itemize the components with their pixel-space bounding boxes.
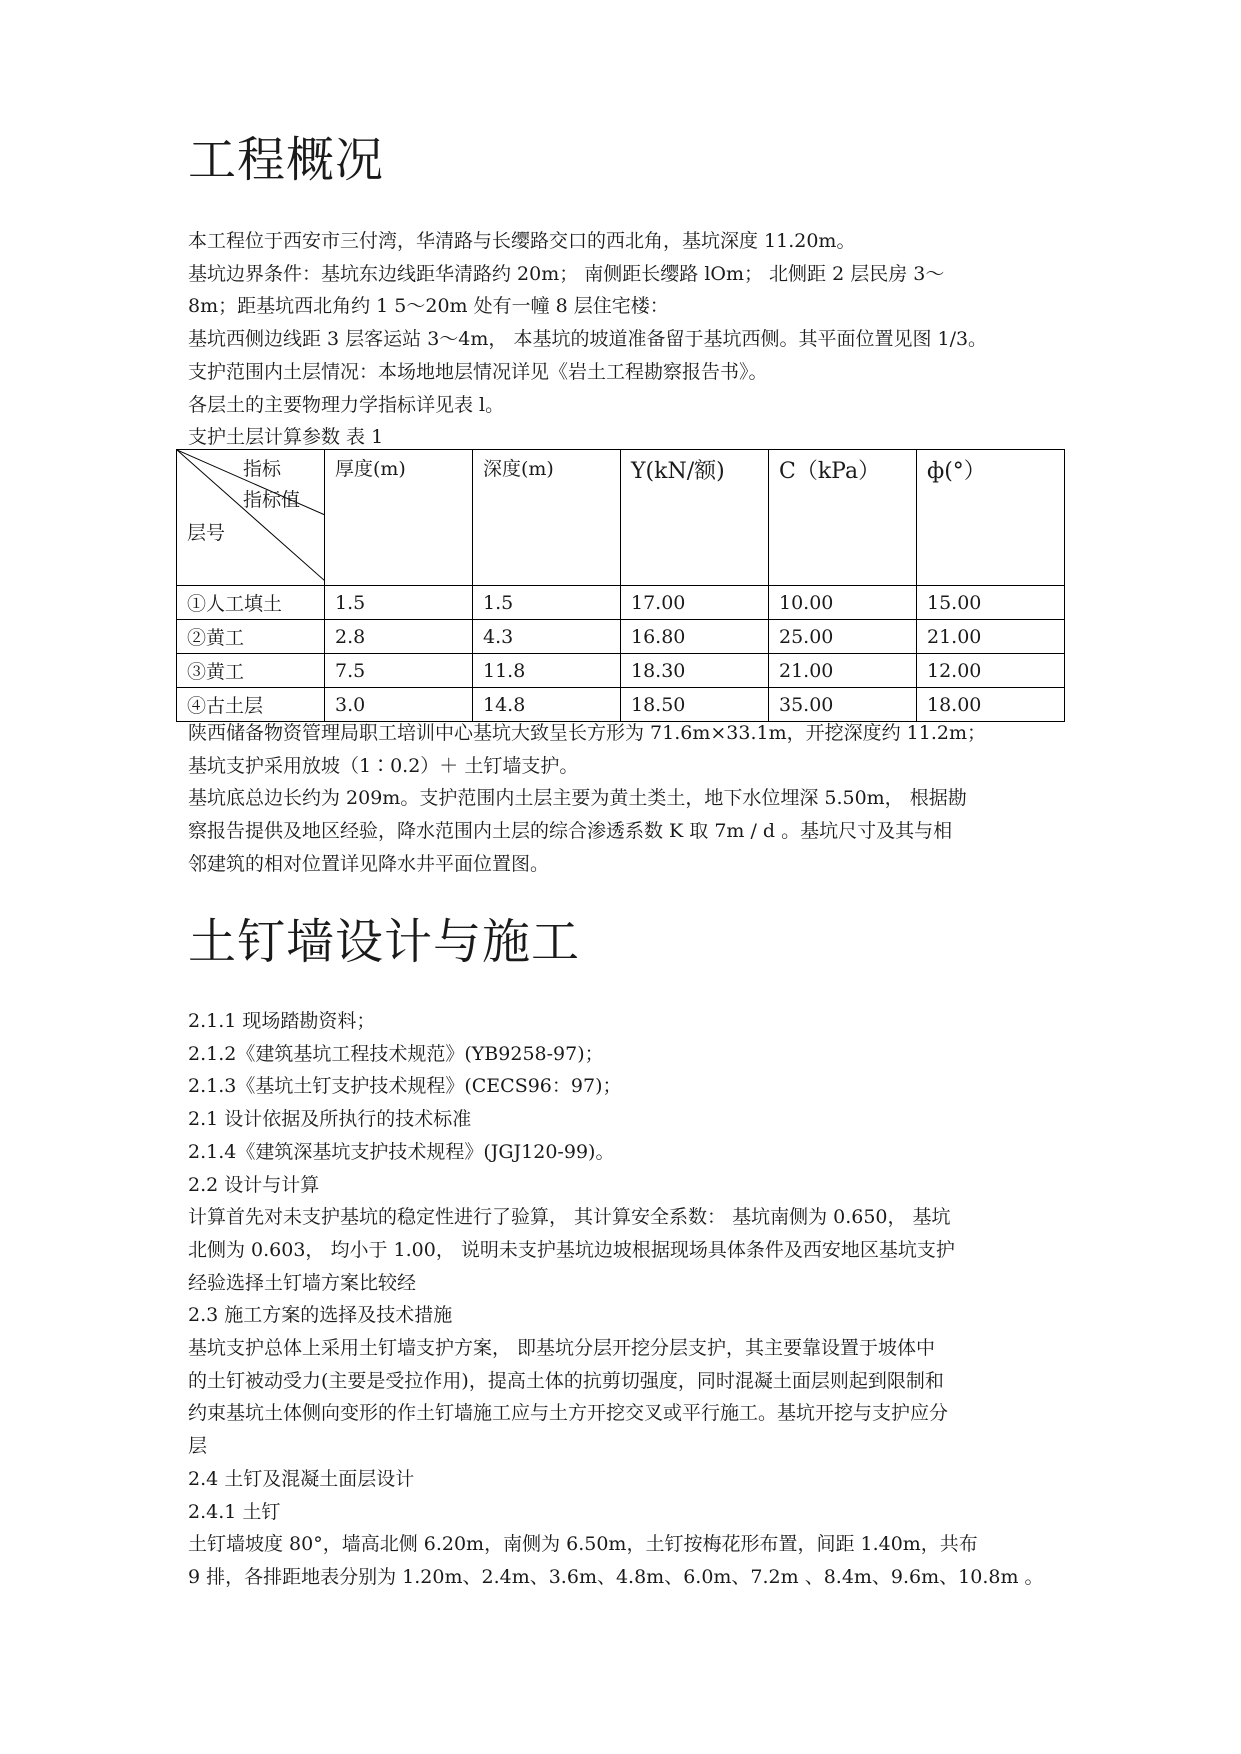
table-cell: 4.3 xyxy=(473,620,621,654)
corner-label-layer: 层号 xyxy=(187,522,226,544)
text-line: 约束基坑土体侧向变形的作土钉墙施工应与土方开挖交叉或平行施工。基坑开挖与支护应分 xyxy=(188,1402,949,1425)
soil-nail-paragraphs xyxy=(188,1005,1068,1594)
text-line: 邻建筑的相对位置详见降水井平面位置图。 xyxy=(188,852,550,875)
column-header: Y(kN/额) xyxy=(621,450,769,586)
text-line: 本工程位于西安市三付湾，华清路与长缨路交口的西北角，基坑深度 11.20m。 xyxy=(188,230,856,252)
table-cell: ①人工填土 xyxy=(177,586,325,620)
table-cell: 18.30 xyxy=(621,654,769,688)
table-cell: 25.00 xyxy=(769,620,917,654)
text-line: 基坑底总边长约为 209m。支护范围内土层主要为黄土类土，地下水位埋深 5.50m， 根据勘 xyxy=(188,787,967,810)
section-title-overview: 工程概况 xyxy=(188,132,385,188)
text-line: 8m；距基坑西北角约 1 5～20m 处有一幢 8 层住宅楼： xyxy=(188,295,669,318)
table-cell: 21.00 xyxy=(769,654,917,688)
table-row xyxy=(177,654,1065,688)
table-cell: 15.00 xyxy=(917,586,1065,620)
text-line: 土钉墙坡度 80°，墙高北侧 6.20m，南侧为 6.50m，土钉按梅花形布置，间距 1.40m，共布 xyxy=(188,1533,978,1556)
table-cell: 2.8 xyxy=(325,620,473,654)
text-line: 层 xyxy=(188,1435,208,1458)
text-line: 9 排，各排距地表分别为 1.20m、2.4m、3.6m、4.8m、6.0m、7.2m 、8.4m、9.6m、10.8m 。 xyxy=(188,1565,1044,1588)
table-caption: 支护土层计算参数 表 1 xyxy=(188,426,384,449)
text-line: 基坑边界条件：基坑东边线距华清路约 20m； 南侧距长缨路 lOm； 北侧距 2 层民房 3～ xyxy=(188,262,945,285)
table-cell: 10.00 xyxy=(769,586,917,620)
text-line: 2.1.1 现场踏勘资料； xyxy=(188,1010,376,1032)
text-line: 各层土的主要物理力学指标详见表 l。 xyxy=(188,393,505,416)
text-line: 2.1.4《建筑深基坑支护技术规程》(JGJ120-99)。 xyxy=(188,1140,615,1163)
table-row xyxy=(177,586,1065,620)
column-header: 深度(m) xyxy=(473,450,621,586)
table-cell: 1.5 xyxy=(473,586,621,620)
table-cell: 3.0 xyxy=(325,688,473,722)
text-line: 2.2 设计与计算 xyxy=(188,1173,320,1196)
column-header: C（kPa） xyxy=(769,450,917,586)
text-line: 的土钉被动受力(主要是受拉作用)，提高土体的抗剪切强度，同时混凝土面层则起到限制和 xyxy=(188,1369,944,1392)
text-line: 基坑支护采用放坡（1∶0.2）＋ 土钉墙支护。 xyxy=(188,754,579,777)
text-line: 支护范围内土层情况：本场地地层情况详见《岩土工程勘察报告书》。 xyxy=(188,360,768,383)
overview-paragraphs xyxy=(188,225,1068,454)
table-cell: 18.50 xyxy=(621,688,769,722)
table-cell: 1.5 xyxy=(325,586,473,620)
column-header: 厚度(m) xyxy=(325,450,473,586)
text-line: 2.1.2《建筑基坑工程技术规范》(YB9258-97)； xyxy=(188,1042,604,1065)
table-cell: 7.5 xyxy=(325,654,473,688)
table-cell: ②黄工 xyxy=(177,620,325,654)
table-cell: 21.00 xyxy=(917,620,1065,654)
corner-label-value: 指标值 xyxy=(243,489,301,511)
section-title-soil-nail: 土钉墙设计与施工 xyxy=(188,914,581,970)
table-row xyxy=(177,620,1065,654)
text-line: 北侧为 0.603， 均小于 1.00， 说明未支护基坑边坡根据现场具体条件及西安地区基坑支护 xyxy=(188,1238,955,1261)
after-table-paragraphs xyxy=(188,717,1068,881)
table-cell: 17.00 xyxy=(621,586,769,620)
text-line: 经验选择土钉墙方案比较经 xyxy=(188,1271,417,1294)
text-line: 2.1 设计依据及所执行的技术标准 xyxy=(188,1108,472,1131)
text-line: 2.4.1 土钉 xyxy=(188,1500,281,1523)
table-cell: 12.00 xyxy=(917,654,1065,688)
table-cell: 16.80 xyxy=(621,620,769,654)
text-line: 2.1.3《基坑土钉支护技术规程》(CECS96：97)； xyxy=(188,1075,622,1098)
text-line: 2.3 施工方案的选择及技术措施 xyxy=(188,1304,453,1327)
diagonal-header-cell xyxy=(177,450,325,586)
text-line: 2.4 土钉及混凝土面层设计 xyxy=(188,1467,415,1490)
corner-label-indicator: 指标 xyxy=(243,458,282,480)
table-cell: ③黄工 xyxy=(177,654,325,688)
text-line: 计算首先对未支护基坑的稳定性进行了验算， 其计算安全系数： 基坑南侧为 0.650， 基坑 xyxy=(188,1206,951,1229)
table-cell: ④古土层 xyxy=(177,688,325,722)
column-header: ф(°） xyxy=(917,450,1065,586)
table-cell: 35.00 xyxy=(769,688,917,722)
table-header-row xyxy=(177,450,1065,586)
text-line: 察报告提供及地区经验，降水范围内土层的综合渗透系数 K 取 7m / d 。基坑尺寸及其与相 xyxy=(188,820,953,843)
text-line: 陕西储备物资管理局职工培训中心基坑大致呈长方形为 71.6m×33.1m，开挖深度约 11.2m； xyxy=(188,722,986,744)
text-line: 基坑西侧边线距 3 层客运站 3～4m， 本基坑的坡道准备留于基坑西侧。其平面位置见图 1/3。 xyxy=(188,328,988,351)
text-line: 基坑支护总体上采用土钉墙支护方案， 即基坑分层开挖分层支护，其主要靠设置于坡体中 xyxy=(188,1337,936,1360)
soil-parameter-table xyxy=(176,449,1065,722)
table-cell: 11.8 xyxy=(473,654,621,688)
table-cell: 18.00 xyxy=(917,688,1065,722)
table-cell: 14.8 xyxy=(473,688,621,722)
